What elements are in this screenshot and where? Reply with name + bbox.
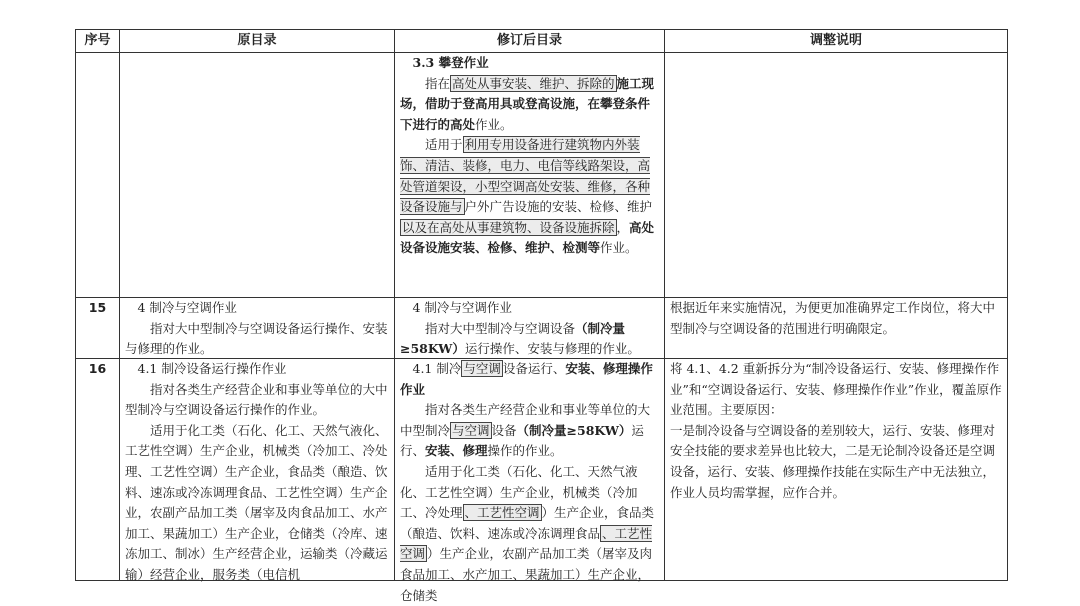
row14-revised-p2: 适用于 利用专用设备进行建筑物内外装饰、清洁、装修，电力、电信等线路架设，高处管道架设，小型空调高处安装、维修，各种设备设施与 户外广告设施的安装、检修、维护以及在高处从事建筑物、设备设施拆除 ，高处设备设施安装、检修、维护、检测等作业。 xyxy=(400,137,655,256)
row16-original-p1: 指对各类生产经营企业和事业等单位的大中型制冷与空调设备运行操作的作业。 xyxy=(125,381,388,418)
row14-revised xyxy=(395,53,665,298)
row16-revised-title: 4.1 制冷 与空调 设备运行、安装、修理操作作业 xyxy=(400,361,653,397)
table-row xyxy=(76,298,1008,359)
header-original: 原目录 xyxy=(120,30,395,53)
row15-note-text: 根据近年来实施情况，为便更加准确界定工作岗位，将大中型制冷与空调设备的范围进行明确限定。 xyxy=(670,300,996,336)
row16-note xyxy=(665,359,1008,581)
row16-original-p2: 适用于化工类（石化、化工、天然气液化、工艺性空调）生产企业，机械类（冷加工、冷处理、工艺性空调）生产企业，食品类（酿造、饮料、速冻或冷冻调理食品、工艺性空调）生产企业，农副产品加工类（屠宰及肉食品加工、水产加工、果蔬加工）生产企业，仓储类（冷库、速冻加工、制冰）生产经营企业，运输类（冷藏运输）经营企业，服务类（电信机 xyxy=(125,422,388,582)
revision-table xyxy=(75,29,1008,603)
row15-revised-title: 4 制冷与空调作业 xyxy=(412,300,512,315)
table-row xyxy=(76,53,1008,298)
row16-note-p1: 将 4.1、4.2 重新拆分为“制冷设备运行、安装、修理操作作业”和“空调设备运行、安装、修理操作作业”作业，覆盖原作业范围。主要原因： xyxy=(670,361,1002,418)
row15-revised-body: 指对大中型制冷与空调设备（制冷量≥58KW）运行操作、安装与修理的作业。 xyxy=(400,320,640,357)
row16-revised-p1: 指对各类生产经营企业和事业等单位的大中型制冷 与空调 设备（制冷量≥58KW）运行、安装、修理操作的作业。 xyxy=(400,402,651,459)
row15-revised xyxy=(395,298,665,359)
row15-original xyxy=(120,298,395,359)
row14-revised-p1: 指在 高处从事安装、维护、拆除的 施工现场，借助于登高用具或登高设施，在攀登条件下进行的高处作业。 xyxy=(400,75,655,132)
header-note: 调整说明 xyxy=(665,30,1008,53)
row16-revised xyxy=(395,359,665,603)
row15-original-title: 4 制冷与空调作业 xyxy=(137,300,237,315)
row16-original-title: 4.1 制冷设备运行操作作业 xyxy=(137,361,287,376)
row14-note xyxy=(665,53,1008,298)
row16-revised-p2: 适用于化工类（石化、化工、天然气液化、工艺性空调）生产企业，机械类（冷加工、冷处理 、工艺性空调 ）生产企业，食品类（酿造、饮料、速冻或冷冻调理食品 、工艺性空调 ）生产企业，农副产品加工类（屠宰及肉食品加工、水产加工、果蔬加工）生产企业，仓储类 xyxy=(400,463,655,603)
header-revised: 修订后目录 xyxy=(395,30,665,53)
row14-revised-title: 3.3 攀登作业 xyxy=(412,55,489,70)
row15-note xyxy=(665,298,1008,359)
row15-no: 15 xyxy=(76,298,120,359)
header-no: 序号 xyxy=(76,30,120,53)
row16-note-p2: 一是制冷设备与空调设备的差别较大，运行、安装、修理对安全技能的要求差异也比较大，二是无论制冷设备还是空调设备，运行、安装、修理操作技能在实际生产中无法独立，作业人员均需掌握，应作合并。 xyxy=(670,422,996,500)
row14-no xyxy=(76,53,120,298)
table-header-row xyxy=(76,30,1008,53)
table-row xyxy=(76,359,1008,581)
row15-original-body: 指对大中型制冷与空调设备运行操作、安装与修理的作业。 xyxy=(125,320,388,357)
row16-original xyxy=(120,359,395,581)
row14-original xyxy=(120,53,395,298)
row16-no: 16 xyxy=(76,359,120,581)
